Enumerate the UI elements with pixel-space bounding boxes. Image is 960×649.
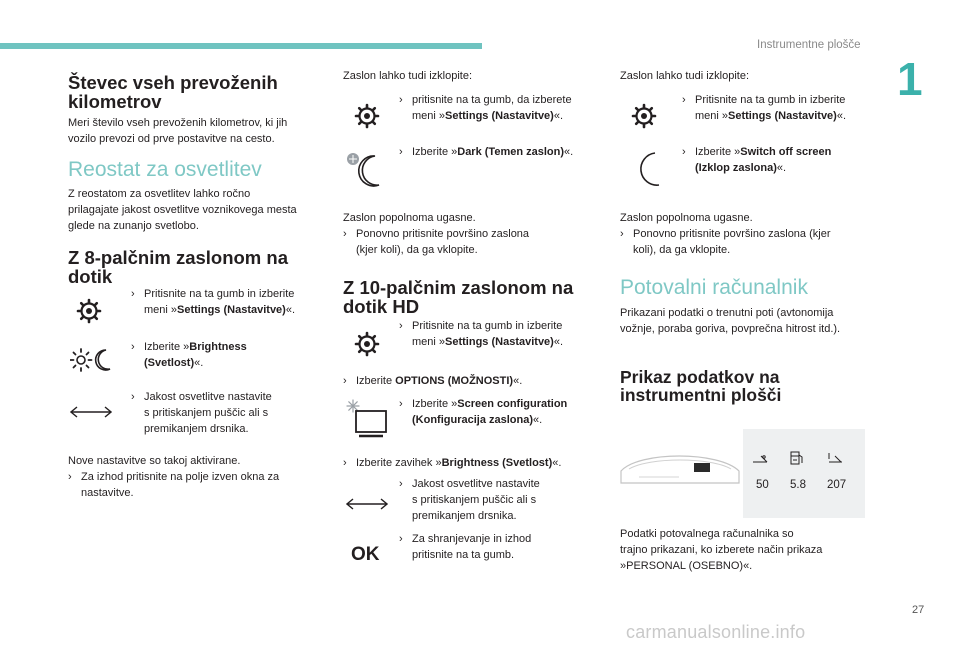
heading-total-counter: Števec vseh prevoženih kilometrov (68, 72, 278, 112)
gear-icon (76, 298, 102, 324)
heading-10inch-screen: Z 10-palčnim zaslonom na dotik HD (343, 277, 574, 317)
cluster-illustration (619, 429, 865, 518)
heading-cluster-display: Prikaz podatkov na instrumentni plošči (620, 367, 782, 405)
paragraph-screen-off: Zaslon lahko tudi izklopite: (343, 70, 473, 82)
fuel-pump-icon (788, 449, 806, 467)
fuel-range-icon (752, 452, 770, 466)
ok-button-icon: OK (351, 544, 380, 565)
page-number: 27 (912, 604, 925, 616)
paragraph-cluster-display: Podatki potovalnega računalnika so trajno prikazani, ko izberete način prikaza »PERSONAL (OSEBNO)«. (620, 528, 823, 572)
paragraph-screen-blank-col3: Zaslon popolnoma ugasne. › Ponovno pritisnite površino zaslona (kjer koli), da ga vklopite. (620, 212, 831, 256)
trip-data-panel (743, 429, 865, 518)
average-speed-icon (827, 450, 845, 466)
step-8inch-settings: › Pritisnite na ta gumb in izberite meni »Settings (Nastavitve)«. (131, 288, 296, 316)
section-title: Instrumentne plošče (757, 39, 861, 51)
heading-rheostat: Reostat za osvetlitev (68, 158, 262, 181)
gear-icon (631, 103, 657, 129)
heading-8inch-screen: Z 8-palčnim zaslonom na dotik (68, 247, 288, 287)
step-10inch-screen-config: › Izberite »Screen configuration (Konfiguracija zaslona)«. (399, 398, 568, 426)
paragraph-total-counter: Meri število vseh prevoženih kilometrov, ki jih vozilo prevozi od prve postavitve na cesto. (68, 117, 288, 145)
paragraph-save-8inch: Nove nastavitve so takoj aktivirane. › Za izhod pritisnite na polje izven okna za nastavitve. (68, 455, 280, 499)
moon-icon (625, 149, 661, 189)
step-10inch-settings: › Pritisnite na ta gumb in izberite meni »Settings (Nastavitve)«. (399, 320, 564, 348)
step-8inch-brightness: › Izberite »Brightness (Svetlost)«. (131, 341, 247, 369)
paragraph-screen-off-col3: Zaslon lahko tudi izklopite: (620, 70, 750, 82)
step-10inch-brightness-tab: › Izberite zavihek »Brightness (Svetlost)«. (343, 457, 562, 469)
slider-arrows-icon (346, 497, 388, 511)
brightness-sun-moon-icon (70, 347, 112, 373)
step-switch-off-settings: › Pritisnite na ta gumb in izberite meni »Settings (Nastavitve)«. (682, 94, 847, 122)
step-switch-off-screen: › Izberite »Switch off screen (Izklop zaslona)«. (682, 146, 832, 174)
watermark: carmanualsonline.info (626, 622, 806, 642)
trip-value-range: 50 (756, 479, 769, 491)
slider-arrows-icon (70, 405, 112, 419)
paragraph-trip-computer: Prikazani podatki o trenutni poti (avtonomija vožnje, poraba goriva, povprečna hitrost itd.). (620, 307, 841, 335)
cluster-dial-graphic (619, 447, 741, 487)
header-accent-bar (0, 43, 482, 49)
screen-configuration-icon (345, 398, 387, 438)
heading-trip-computer: Potovalni računalnik (620, 276, 808, 299)
gear-icon (354, 103, 380, 129)
paragraph-screen-blank: Zaslon popolnoma ugasne. › Ponovno pritisnite površino zaslona (kjer koli), da ga vklopite. (343, 212, 530, 256)
gear-icon (354, 331, 380, 357)
step-screen-off-settings: › pritisnite na ta gumb, da izberete meni »Settings (Nastavitve)«. (399, 94, 572, 122)
trip-value-speed: 207 (827, 479, 847, 491)
chapter-number: 1 (897, 53, 923, 105)
trip-value-consumption: 5.8 (790, 479, 806, 491)
paragraph-rheostat: Z reostatom za osvetlitev lahko ročno prilagajate jakost osvetlitve voznikovega mesta glede na zunanjo svetlobo. (68, 188, 297, 232)
step-10inch-options: › Izberite OPTIONS (MOŽNOSTI)«. (343, 375, 523, 387)
step-dark-screen: › Izberite »Dark (Temen zaslon)«. (399, 146, 574, 158)
step-8inch-slider: › Jakost osvetlitve nastavite s pritiskanjem puščic ali s premikanjem drsnika. (131, 391, 272, 435)
dark-mode-moon-icon (345, 151, 381, 189)
step-10inch-slider: › Jakost osvetlitve nastavite s pritiskanjem puščic ali s premikanjem drsnika. (399, 478, 540, 522)
step-10inch-save: › Za shranjevanje in izhod pritisnite na ta gumb. (399, 533, 532, 561)
